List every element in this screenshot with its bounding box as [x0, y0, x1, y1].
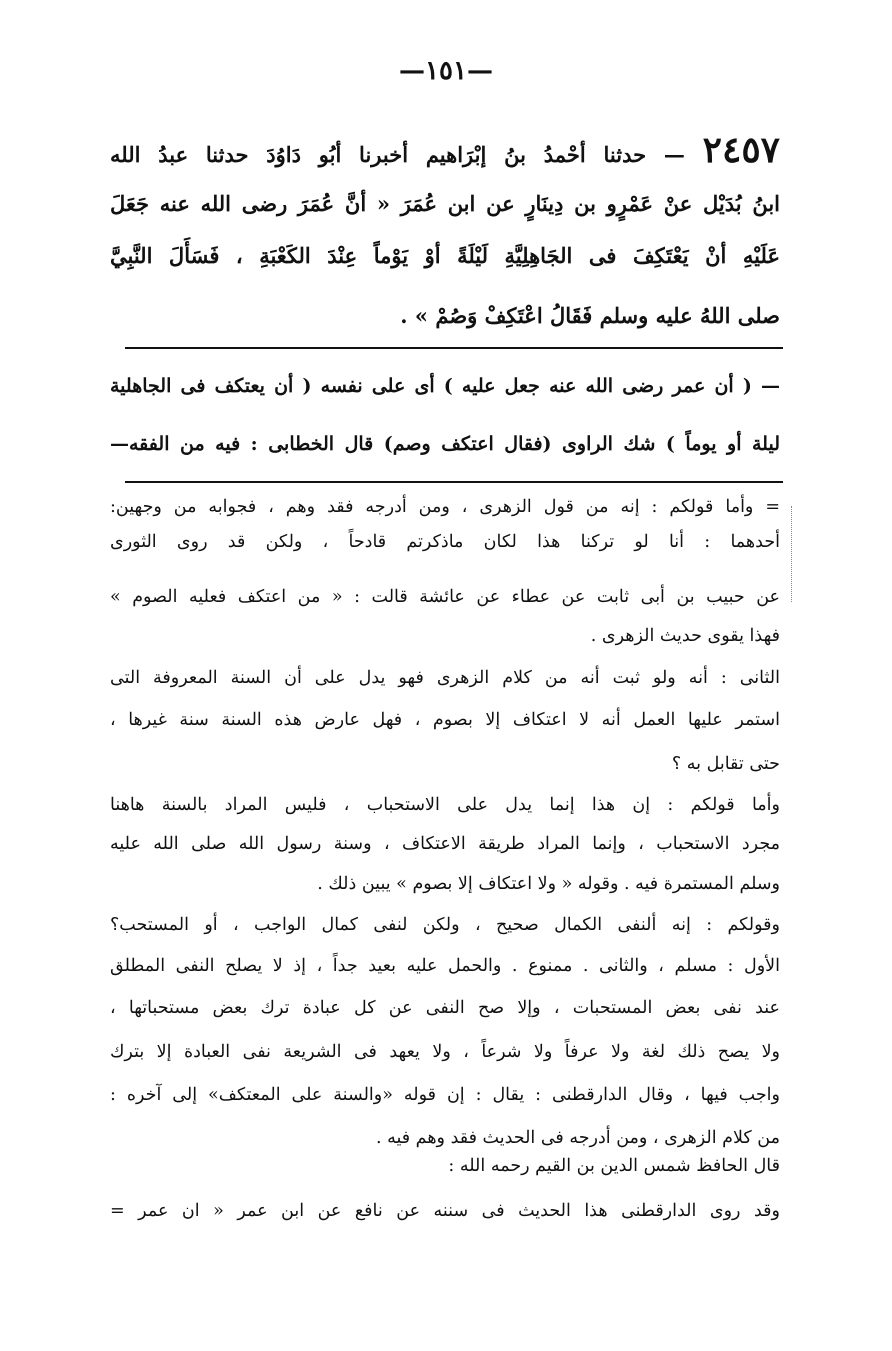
body-line: عن حبيب بن أبى ثابت عن عطاء عن عائشة قالت : « من اعتكف فعليه الصوم »: [110, 587, 780, 607]
body-line: وقولكم : إنه ألنفى الكمال صحيح ، ولكن لنفى كمال الواجب ، أو المستحب؟: [110, 915, 780, 935]
body-line: الثانى : أنه ولو ثبت أنه من كلام الزهرى فهو يدل على أن السنة المعروفة التى: [110, 668, 780, 688]
body-line: مجرد الاستحباب ، وإنما المراد طريقة الاعتكاف ، وسنة رسول الله صلى الله عليه: [110, 834, 780, 854]
body-line: الأول : مسلم ، والثانى . ممنوع . والحمل عليه بعيد جداً ، إذ لا يصلح النفى المطلق: [110, 956, 780, 976]
hadith-line-1: [110, 128, 780, 172]
divider-top: [125, 347, 783, 349]
body-line: وسلم المستمرة فيه . وقوله « ولا اعتكاف إلا بصوم » يبين ذلك .: [317, 874, 780, 894]
hadith-number: ٢٤٥٧: [702, 129, 780, 171]
hadith-line-3: عَلَيْهِ أنْ يَعْتَكِفَ فى الجَاهِلِيَّةِ لَيْلَةً أوْ يَوْماً عِنْدَ الكَعْبَةِ ، فَسَأَلَ النَّبِيَّ: [110, 243, 780, 268]
divider-bottom: [125, 481, 783, 483]
body-line: قال الحافظ شمس الدين بن القيم رحمه الله :: [448, 1156, 780, 1176]
hadith-line-4: صلى اللهُ عليه وسلم فَقَالُ اعْتَكِفْ وَصُمْ » .: [400, 303, 780, 328]
body-line: وأما قولكم : إن هذا إنما يدل على الاستحباب ، فليس المراد بالسنة هاهنا: [110, 795, 780, 815]
body-line: حتى تقابل به ؟: [671, 754, 780, 774]
body-line: وقد روى الدارقطنى هذا الحديث فى سننه عن نافع عن ابن عمر « ان عمر =: [110, 1201, 780, 1221]
body-line: واجب فيها ، وقال الدارقطنى : يقال : إن قوله «والسنة على المعتكف» إلى آخره :: [110, 1085, 780, 1105]
body-line: = وأما قولكم : إنه من قول الزهرى ، ومن أدرجه فقد وهم ، فجوابه من وجهين:: [110, 497, 780, 517]
commentary-line-1: — ( أن عمر رضى الله عنه جعل عليه ) أى على نفسه ( أن يعتكف فى الجاهلية: [110, 375, 780, 397]
body-line: فهذا يقوى حديث الزهرى .: [590, 626, 780, 646]
hadith-line-2: ابنُ بُدَيْل عنْ عَمْرٍو بن دِينَارٍ عن ابن عُمَرَ « أنَّ عُمَرَ رضى الله عنه جَعَلَ: [110, 191, 780, 216]
body-line: ولا يصح ذلك لغة ولا عرفاً ولا شرعاً ، ولا يعهد فى الشريعة نفى العبادة إلا بترك: [110, 1042, 780, 1062]
page-number: —١٥١—: [399, 56, 493, 86]
body-line: من كلام الزهرى ، ومن أدرجه فى الحديث فقد وهم فيه .: [375, 1128, 780, 1148]
hadith-line-1-text: — حدثنا أحْمدُ بنُ إبْرَاهيم أخبرنا أبُو دَاوُدَ حدثنا عبدُ الله: [110, 142, 685, 167]
body-line: عند نفى بعض المستحبات ، وإلا صح النفى عن كل عبادة ترك بعض مستحباتها ،: [110, 998, 780, 1018]
commentary-line-2: ليلة أو يوماً ) شك الراوى (فقال اعتكف وصم) قال الخطابى : فيه من الفقه—: [110, 433, 780, 455]
body-line: استمر عليها العمل أنه لا اعتكاف إلا بصوم ، فهل عارض هذه السنة سنة غيرها ،: [110, 710, 780, 730]
body-line: أحدهما : أنا لو تركنا هذا لكان ماذكرتم قادحاً ، ولكن قد روى الثورى: [110, 532, 780, 552]
margin-dotted-line: [791, 506, 792, 602]
